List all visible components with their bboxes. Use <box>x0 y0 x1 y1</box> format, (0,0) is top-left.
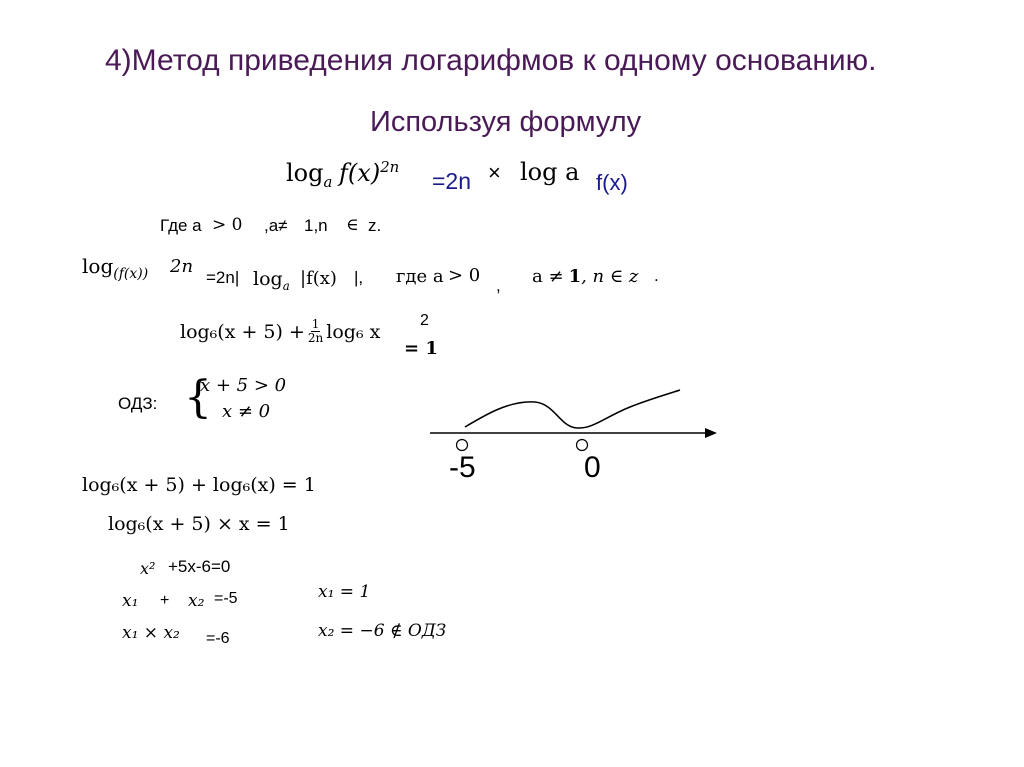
equation <box>180 318 380 345</box>
formula2-lhs <box>82 254 148 282</box>
open-point-0 <box>577 440 588 451</box>
formula-mid: =2n <box>432 168 472 194</box>
f2-log-a-base: a <box>282 278 290 293</box>
axis-arrow-icon <box>705 428 717 438</box>
root1: x₁ = 1 <box>318 582 371 602</box>
f2-gt0: > 0 <box>448 265 481 286</box>
quad-x2: x² <box>140 559 156 578</box>
formula-log: log <box>286 159 324 187</box>
root2: x₂ = −6 ∉ ОДЗ <box>318 621 447 641</box>
point-label-0: 0 <box>584 451 601 484</box>
eq-log2: log₆ x <box>326 320 381 343</box>
odz-line2: x ≠ 0 <box>222 401 271 422</box>
f2-comma: , <box>496 276 501 295</box>
formula-times: × <box>488 160 501 185</box>
in-symbol: ∈ <box>346 215 359 235</box>
f2-one: 1 <box>568 266 582 287</box>
f2-log-a-text: log <box>253 268 283 290</box>
z-text: z. <box>368 216 382 235</box>
odz-brace: { <box>184 372 212 423</box>
where-a: Где а <box>160 216 202 235</box>
f2-n-in-z: , n ∈ z <box>581 266 639 287</box>
main-formula <box>286 158 399 191</box>
formula-rhs-arg: f(x) <box>596 170 628 195</box>
f2-where: где a <box>396 266 444 287</box>
step1: log₆(x + 5) + log₆(x) = 1 <box>82 474 316 496</box>
eq-fraction <box>308 318 323 345</box>
eq-rhs: = 1 <box>404 338 438 359</box>
sign-curve <box>465 390 680 428</box>
eq-lhs: log₆(x + 5) + <box>180 320 305 343</box>
formula-exp: 2n <box>380 158 400 176</box>
formula-rhs-log <box>520 158 579 187</box>
vieta-plus: + <box>160 592 170 609</box>
gt-zero: > 0 <box>212 215 243 235</box>
page-title: 4)Метод приведения логарифмов к одному основанию. <box>105 44 877 77</box>
odz-label: ОДЗ: <box>118 394 158 413</box>
f2-log: log <box>82 254 114 278</box>
f2-a-ne: a ≠ <box>532 266 564 287</box>
vieta-x2: x₂ <box>188 591 205 611</box>
vieta-product: x₁ × x₂ <box>122 623 180 643</box>
f2-log-a <box>253 268 290 293</box>
f2-eq: =2n| <box>206 268 240 287</box>
f2-base: (f(x)) <box>113 266 149 282</box>
one-n: 1,n <box>304 216 328 235</box>
odz-line1: x + 5 > 0 <box>200 375 287 396</box>
point-label-neg5: -5 <box>449 451 476 484</box>
f2-arg: |f(x) <box>300 268 337 289</box>
f2-a-ne-group <box>532 266 638 287</box>
vieta-sum-value: =-5 <box>214 590 238 607</box>
f2-bar: |, <box>354 268 364 287</box>
open-point-neg5 <box>457 440 468 451</box>
quad-rest: +5x-6=0 <box>168 557 231 576</box>
page-subtitle: Используя формулу <box>370 106 642 138</box>
f2-exp: 2n <box>170 256 194 277</box>
step2: log₆(x + 5) × x = 1 <box>108 513 290 535</box>
rhs-log-text: log a <box>520 158 580 186</box>
eq-frac-num: 1 <box>311 317 320 331</box>
vieta-product-value: =-6 <box>206 630 230 647</box>
eq-frac-den: 2n <box>307 331 324 345</box>
formula-base: a <box>323 172 333 191</box>
vieta-x1: x₁ <box>122 591 139 611</box>
f2-dot: . <box>654 266 659 285</box>
eq-exp: 2 <box>420 312 429 329</box>
a-ne: ,а≠ <box>264 216 288 235</box>
formula-arg: f(x) <box>339 159 381 187</box>
